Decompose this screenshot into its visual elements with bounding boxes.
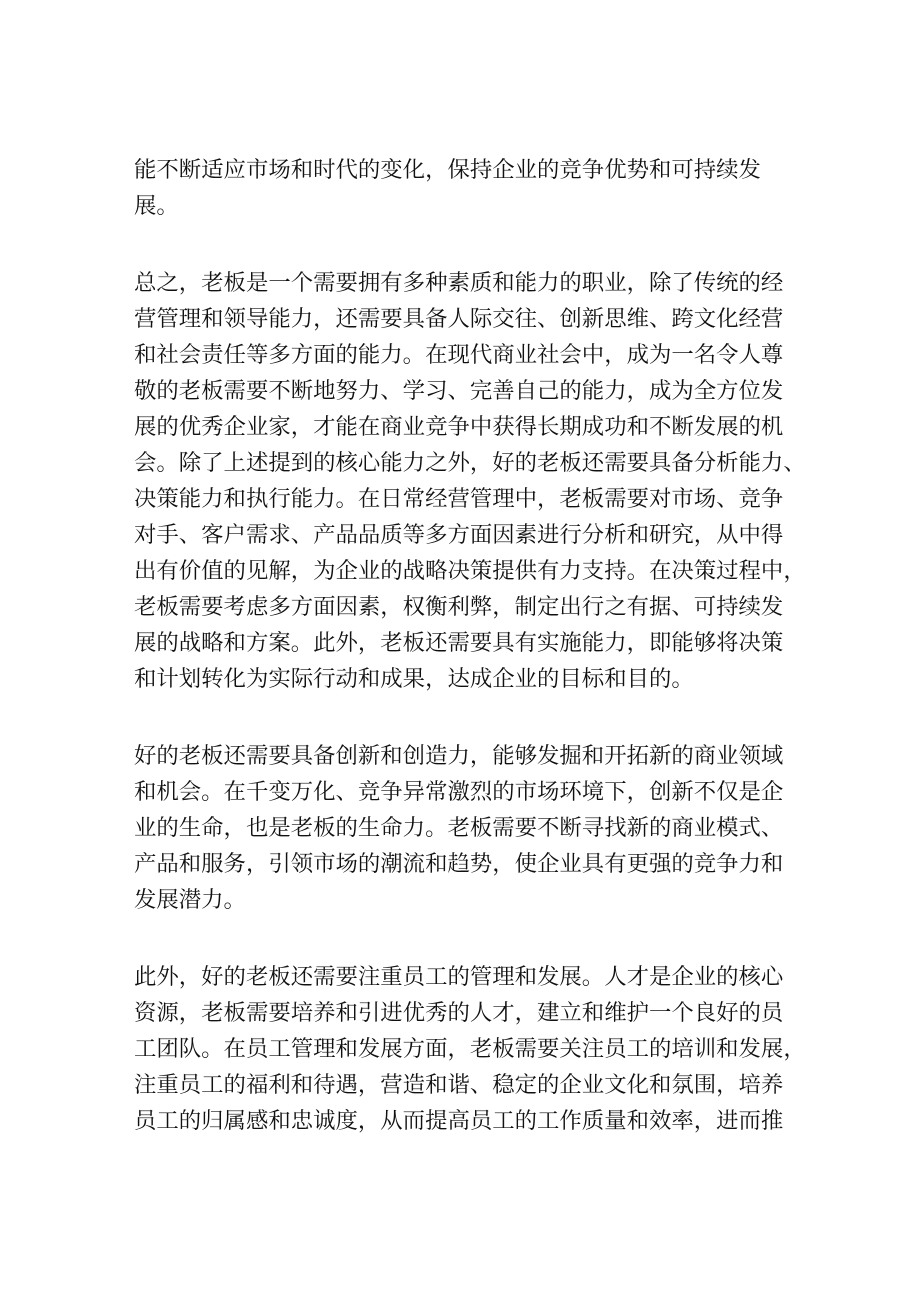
text-line: 总之，老板是一个需要拥有多种素质和能力的职业，除了传统的经: [134, 270, 784, 296]
text-line: 会。除了上述提到的核心能力之外，好的老板还需要具备分析能力、: [134, 450, 806, 476]
text-line: 营管理和领导能力，还需要具备人际交往、创新思维、跨文化经营: [134, 306, 784, 332]
text-line: 决策能力和执行能力。在日常经营管理中，老板需要对市场、竞争: [134, 486, 784, 512]
paragraph-4: [134, 959, 806, 1139]
text-line: 产品和服务，引领市场的潮流和趋势，使企业具有更强的竞争力和: [134, 851, 784, 877]
text-line: 老板需要考虑多方面因素，权衡利弊，制定出行之有据、可持续发: [134, 594, 784, 620]
text-line: 业的生命，也是老板的生命力。老板需要不断寻找新的商业模式、: [134, 815, 784, 841]
paragraph-1: [134, 152, 806, 224]
text-line: 资源，老板需要培养和引进优秀的人才，建立和维护一个良好的员: [134, 1000, 784, 1026]
text-line: 和社会责任等多方面的能力。在现代商业社会中，成为一名令人尊: [134, 342, 784, 368]
text-line: 能不断适应市场和时代的变化，保持企业的竞争优势和可持续发: [134, 157, 761, 183]
text-line: 展的战略和方案。此外，老板还需要具有实施能力，即能够将决策: [134, 630, 784, 656]
text-line: 和机会。在千变万化、竞争异常激烈的市场环境下，创新不仅是企: [134, 779, 784, 805]
paragraph-2: [134, 265, 806, 697]
text-line: 展的优秀企业家，才能在商业竞争中获得长期成功和不断发展的机: [134, 414, 784, 440]
text-line: 展。: [134, 193, 179, 219]
text-line: 对手、客户需求、产品品质等多方面因素进行分析和研究，从中得: [134, 522, 784, 548]
text-line: 工团队。在员工管理和发展方面，老板需要关注员工的培训和发展，: [134, 1036, 806, 1062]
text-line: 员工的归属感和忠诚度，从而提高员工的工作质量和效率，进而推: [134, 1108, 784, 1134]
text-line: 敬的老板需要不断地努力、学习、完善自己的能力，成为全方位发: [134, 378, 784, 404]
paragraph-3: [134, 738, 806, 918]
text-line: 发展潜力。: [134, 887, 246, 913]
text-line: 注重员工的福利和待遇，营造和谐、稳定的企业文化和氛围，培养: [134, 1072, 784, 1098]
text-line: 和计划转化为实际行动和成果，达成企业的目标和目的。: [134, 666, 694, 692]
text-line: 出有价值的见解，为企业的战略决策提供有力支持。在决策过程中，: [134, 558, 806, 584]
text-line: 好的老板还需要具备创新和创造力，能够发掘和开拓新的商业领域: [134, 743, 784, 769]
text-line: 此外，好的老板还需要注重员工的管理和发展。人才是企业的核心: [134, 964, 784, 990]
document-body: [134, 152, 806, 1180]
